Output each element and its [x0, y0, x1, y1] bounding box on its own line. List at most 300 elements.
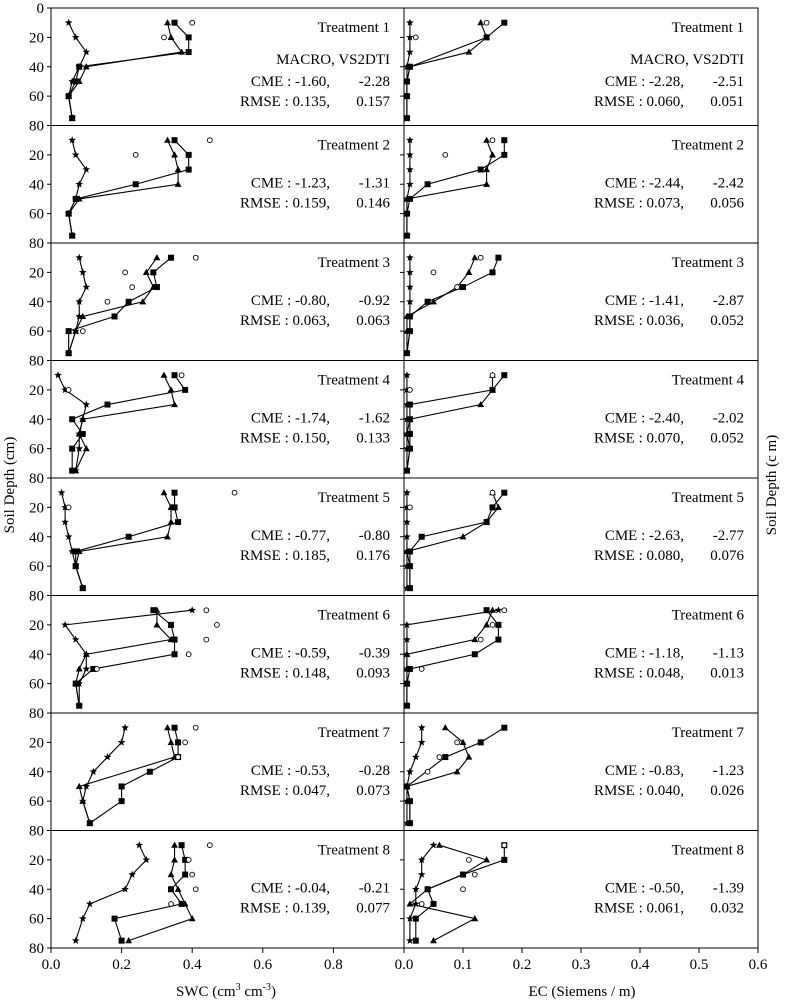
data-point-measured [437, 755, 442, 760]
data-point-square [172, 137, 178, 143]
data-point-square [186, 49, 192, 55]
rmse-value-2: 0.077 [356, 900, 390, 917]
data-point-triangle [483, 137, 490, 143]
data-point-measured [425, 769, 430, 774]
y-tick-label: 60 [29, 676, 44, 693]
data-point-square [69, 416, 75, 422]
cme-value-2: -0.92 [358, 293, 390, 309]
data-point-triangle [168, 34, 175, 40]
data-point-star [495, 606, 503, 613]
rmse-value-2: 0.051 [710, 94, 744, 110]
panel-swc-5 [29, 478, 404, 605]
data-point-star [83, 283, 91, 290]
rmse-value-2: 0.076 [710, 548, 744, 564]
rmse-value-1: RMSE : 0.036, [593, 313, 684, 329]
data-point-square [182, 387, 188, 393]
y-tick-label: 40 [29, 882, 44, 899]
cme-value-2: -0.80 [358, 528, 390, 544]
rmse-value-2: 0.146 [356, 195, 390, 212]
series-line-triangle [407, 258, 475, 353]
data-point-measured [130, 285, 135, 290]
cme-value-2: -1.13 [712, 645, 744, 662]
rmse-value-2: 0.133 [356, 430, 390, 447]
cme-value-1: CME : -2.63, [604, 528, 684, 544]
y-tick-label: 80 [29, 706, 44, 722]
data-point-triangle [442, 724, 449, 730]
y-axis-label-right: Soil Depth (c m) [764, 434, 780, 536]
cme-value-1: CME : -2.40, [604, 410, 684, 427]
y-tick-label: 60 [29, 89, 44, 106]
series-line-triangle [76, 493, 171, 588]
y-tick-label: 40 [29, 59, 44, 76]
rmse-value-1: RMSE : 0.061, [593, 900, 684, 917]
series-line-square [407, 140, 504, 235]
data-point-measured [66, 387, 71, 392]
cme-value-1: CME : -0.53, [250, 763, 330, 779]
cme-value-1: CME : -0.80, [250, 293, 330, 309]
cme-value-1: CME : -1.41, [604, 293, 684, 309]
data-point-star [406, 937, 414, 944]
data-point-triangle [495, 504, 502, 510]
data-point-star [135, 841, 143, 848]
y-tick-label: 20 [29, 500, 44, 517]
x-tick-label: 0.2 [512, 957, 532, 973]
rmse-value-1: RMSE : 0.159, [239, 195, 330, 212]
data-point-measured [80, 329, 85, 334]
data-point-square [460, 284, 466, 290]
data-point-square [495, 637, 501, 643]
y-tick-label: 40 [29, 412, 44, 429]
data-point-triangle [83, 445, 90, 451]
data-point-measured [179, 373, 184, 378]
series-line-star [76, 845, 147, 940]
data-point-square [104, 402, 110, 408]
data-point-measured [66, 505, 71, 510]
data-point-triangle [175, 886, 182, 892]
swc-axis-label-end: ) [271, 984, 276, 1000]
data-point-triangle [430, 298, 437, 304]
y-tick-label: 60 [29, 794, 44, 811]
cme-value-1: CME : -0.04, [250, 880, 330, 897]
treatment-title: Treatment 3 [317, 255, 390, 271]
data-point-measured [443, 152, 448, 157]
rmse-value-1: RMSE : 0.073, [593, 195, 684, 212]
cme-value-2: -1.39 [712, 880, 744, 897]
series-line-triangle [407, 375, 493, 470]
cme-value-2: -2.42 [712, 175, 744, 192]
rmse-value-2: 0.056 [710, 195, 744, 212]
panel-swc-8 [29, 831, 404, 958]
x-tick-label: 0.0 [394, 957, 414, 973]
data-point-square [413, 938, 419, 944]
panel-ec-7 [400, 713, 758, 831]
model-header: MACRO, VS2DTI [276, 52, 390, 68]
swc-axis-label-sup1: 3 [235, 982, 241, 993]
data-point-square [413, 916, 419, 922]
data-point-triangle [483, 181, 490, 187]
rmse-value-1: RMSE : 0.048, [593, 665, 684, 682]
cme-value-1: CME : -0.77, [250, 528, 330, 544]
cme-value-2: -1.62 [358, 410, 390, 427]
treatment-title: Treatment 7 [671, 725, 744, 741]
data-point-triangle [164, 19, 171, 25]
treatment-title: Treatment 5 [317, 490, 390, 506]
data-point-measured [490, 622, 495, 627]
data-point-measured [183, 740, 188, 745]
data-point-square [501, 137, 507, 143]
data-point-triangle [164, 533, 171, 539]
y-tick-label: 20 [29, 852, 44, 869]
y-tick-label: 20 [29, 30, 44, 47]
x-tick-label: 0.2 [112, 957, 131, 973]
data-point-square [186, 167, 192, 173]
data-point-measured [207, 843, 212, 848]
treatment-title: Treatment 7 [317, 725, 390, 741]
cme-value-1: CME : -1.23, [250, 175, 330, 192]
data-point-measured [478, 637, 483, 642]
y-tick-label: 0 [36, 1, 44, 17]
data-point-square [66, 328, 72, 334]
data-point-triangle [189, 915, 196, 921]
cme-value-1: CME : -1.74, [250, 410, 330, 427]
data-point-measured [193, 725, 198, 730]
y-tick-label: 40 [29, 177, 44, 194]
y-tick-label: 20 [29, 265, 44, 282]
data-point-measured [186, 857, 191, 862]
data-point-triangle [154, 621, 161, 627]
series-line-triangle [69, 140, 178, 235]
data-point-square [119, 938, 125, 944]
series-line-star [83, 728, 125, 823]
data-point-measured [186, 652, 191, 657]
x-tick-label: 0.6 [253, 957, 273, 973]
data-point-square [490, 504, 496, 510]
data-point-measured [502, 843, 507, 848]
data-point-star [86, 900, 94, 907]
data-point-measured [193, 887, 198, 892]
data-point-measured [204, 608, 209, 613]
data-point-square [182, 872, 188, 878]
y-tick-label: 40 [29, 529, 44, 546]
data-point-star [79, 915, 87, 922]
data-point-square [186, 152, 192, 158]
data-point-square [442, 754, 448, 760]
data-point-square [175, 739, 181, 745]
swc-axis-label-mid: cm [240, 984, 263, 1000]
data-point-triangle [175, 181, 182, 187]
panel-grid [29, 1, 768, 973]
cme-value-2: -2.87 [712, 293, 744, 309]
treatment-title: Treatment 4 [317, 372, 390, 389]
data-point-triangle [154, 254, 161, 260]
data-point-measured [478, 255, 483, 260]
data-point-triangle [164, 137, 171, 143]
panel-swc-7 [29, 713, 404, 840]
data-point-triangle [466, 269, 473, 275]
data-point-measured [419, 667, 424, 672]
cme-value-2: -0.39 [358, 645, 390, 662]
data-point-square [168, 886, 174, 892]
cme-value-2: -0.21 [358, 880, 390, 897]
rmse-value-1: RMSE : 0.150, [239, 430, 330, 447]
data-point-star [83, 665, 91, 672]
treatment-title: Treatment 1 [317, 20, 390, 36]
data-point-measured [232, 490, 237, 495]
series-line-triangle [76, 375, 175, 470]
data-point-square [495, 255, 501, 261]
data-point-triangle [175, 166, 182, 172]
y-tick-label: 80 [29, 471, 44, 487]
data-point-square [431, 901, 437, 907]
panel-ec-6 [400, 596, 758, 714]
data-point-measured [419, 902, 424, 907]
panel-ec-1 [400, 8, 758, 126]
y-axis-label-left: Soil Depth (cm) [2, 436, 18, 534]
y-tick-label: 20 [29, 147, 44, 164]
data-point-square [112, 313, 118, 319]
rmse-value-2: 0.093 [356, 665, 390, 682]
series-line-triangle [407, 140, 493, 235]
data-point-star [418, 871, 426, 878]
data-point-triangle [471, 254, 478, 260]
data-point-measured [176, 755, 181, 760]
series-line-triangle [407, 23, 487, 118]
rmse-value-1: RMSE : 0.139, [239, 900, 330, 917]
data-point-square [179, 842, 185, 848]
panel-ec-2 [400, 126, 758, 244]
series-line-triangle [79, 728, 174, 823]
data-point-star [61, 621, 69, 628]
series-line-square [72, 375, 185, 470]
cme-value-2: -2.28 [358, 74, 390, 90]
data-point-star [54, 371, 62, 378]
data-point-measured [490, 373, 495, 378]
series-line-square [407, 258, 498, 353]
rmse-value-2: 0.176 [356, 548, 390, 564]
y-tick-label: 80 [29, 941, 44, 957]
data-point-square [119, 783, 125, 789]
data-point-square [119, 798, 125, 804]
y-tick-label: 60 [29, 324, 44, 341]
treatment-title: Treatment 5 [671, 490, 744, 506]
data-point-square [126, 299, 132, 305]
data-point-measured [204, 637, 209, 642]
data-point-square [186, 34, 192, 40]
model-header: MACRO, VS2DTI [630, 52, 744, 68]
panel-swc-4 [29, 361, 404, 488]
treatment-title: Treatment 6 [317, 607, 390, 624]
data-point-square [501, 490, 507, 496]
data-point-triangle [168, 386, 175, 392]
data-point-measured [133, 152, 138, 157]
data-point-triangle [483, 621, 490, 627]
y-tick-label: 60 [29, 206, 44, 223]
y-tick-label: 20 [29, 382, 44, 399]
cme-value-1: CME : -1.60, [250, 74, 330, 90]
data-point-measured [455, 285, 460, 290]
data-point-square [172, 725, 178, 731]
y-tick-label: 80 [29, 353, 44, 370]
data-point-measured [94, 667, 99, 672]
data-point-square [126, 534, 132, 540]
data-point-measured [105, 299, 110, 304]
data-point-triangle [430, 937, 437, 943]
y-tick-label: 80 [29, 236, 44, 252]
data-point-triangle [171, 401, 178, 407]
data-point-square [495, 622, 501, 628]
y-tick-label: 60 [29, 911, 44, 928]
rmse-value-1: RMSE : 0.080, [593, 548, 684, 564]
data-point-measured [190, 872, 195, 877]
rmse-value-1: RMSE : 0.040, [593, 783, 684, 799]
treatment-title: Treatment 6 [671, 607, 744, 624]
series-line-square [69, 140, 189, 235]
data-point-measured [502, 608, 507, 613]
x-tick-label: 0.1 [453, 957, 473, 973]
x-tick-label: 0.5 [689, 957, 709, 973]
panel-swc-6 [29, 596, 404, 723]
x-tick-label: 0.0 [41, 957, 61, 973]
data-point-measured [455, 740, 460, 745]
cme-value-2: -1.31 [358, 175, 390, 192]
treatment-title: Treatment 3 [671, 255, 744, 271]
data-point-square [501, 20, 507, 26]
rmse-value-1: RMSE : 0.047, [239, 783, 330, 799]
data-point-measured [408, 505, 413, 510]
treatment-title: Treatment 2 [317, 137, 390, 154]
data-point-star [65, 19, 73, 26]
y-tick-label: 20 [29, 735, 44, 752]
data-point-triangle [171, 856, 178, 862]
panel-ec-4 [400, 361, 758, 479]
data-point-square [168, 622, 174, 628]
data-point-triangle [477, 19, 484, 25]
data-point-measured [190, 20, 195, 25]
rmse-value-2: 0.026 [710, 783, 744, 799]
treatment-title: Treatment 1 [671, 20, 744, 36]
x-tick-label: 0.4 [182, 957, 202, 973]
data-point-square [112, 916, 118, 922]
y-tick-label: 80 [29, 588, 44, 605]
swc-axis-label-main: SWC (cm [176, 984, 236, 1000]
y-tick-label: 60 [29, 441, 44, 458]
data-point-measured [431, 270, 436, 275]
data-point-square [478, 167, 484, 173]
data-point-square [501, 152, 507, 158]
treatment-title: Treatment 4 [671, 372, 744, 389]
cme-value-2: -2.51 [712, 74, 744, 90]
data-point-star [412, 753, 420, 760]
data-point-star [121, 885, 129, 892]
series-line-triangle [407, 493, 498, 588]
data-point-measured [490, 490, 495, 495]
series-line-triangle [407, 610, 493, 705]
panel-swc-3 [29, 243, 404, 370]
panel-ec-3 [400, 243, 758, 361]
cme-value-1: CME : -2.44, [604, 175, 684, 192]
data-point-measured [490, 138, 495, 143]
data-point-star [72, 937, 80, 944]
data-point-square [472, 651, 478, 657]
series-line-square [90, 728, 178, 823]
swc-axis-label [176, 982, 276, 1000]
data-point-measured [472, 872, 477, 877]
rmse-value-2: 0.052 [710, 430, 744, 447]
y-tick-label: 60 [29, 559, 44, 576]
data-point-measured [169, 902, 174, 907]
data-point-measured [461, 887, 466, 892]
data-point-square [168, 255, 174, 261]
data-point-measured [162, 35, 167, 40]
data-point-triangle [460, 533, 467, 539]
series-line-square [407, 610, 498, 705]
data-point-triangle [436, 842, 443, 848]
panel-swc-2 [29, 126, 404, 253]
rmse-value-1: RMSE : 0.135, [239, 94, 330, 110]
y-tick-label: 80 [29, 823, 44, 840]
data-point-measured [408, 387, 413, 392]
cme-value-2: -0.28 [358, 763, 390, 779]
data-point-measured [467, 857, 472, 862]
rmse-value-2: 0.063 [356, 313, 390, 329]
data-point-triangle [171, 151, 178, 157]
data-point-square [172, 490, 178, 496]
data-point-star [72, 151, 80, 158]
data-point-square [490, 269, 496, 275]
data-point-triangle [164, 724, 171, 730]
data-point-measured [123, 270, 128, 275]
data-point-square [172, 20, 178, 26]
data-point-triangle [168, 871, 175, 877]
swc-axis-label-sup2: -3 [262, 982, 271, 993]
y-tick-label: 20 [29, 617, 44, 634]
ec-axis-label: EC (Siemens / m) [528, 984, 636, 1000]
x-tick-label: 0.6 [748, 957, 768, 973]
data-point-triangle [161, 372, 168, 378]
data-point-square [147, 769, 153, 775]
data-point-triangle [489, 151, 496, 157]
data-point-square [419, 534, 425, 540]
treatment-title: Treatment 8 [671, 842, 744, 859]
series-line-square [76, 493, 178, 588]
data-point-measured [215, 622, 220, 627]
rmse-value-1: RMSE : 0.063, [239, 313, 330, 329]
rmse-value-2: 0.073 [356, 783, 390, 799]
cme-value-1: CME : -1.18, [604, 645, 684, 662]
cme-value-1: CME : -0.50, [604, 880, 684, 897]
panel-ec-5 [400, 478, 758, 596]
data-point-square [69, 446, 75, 452]
rmse-value-2: 0.032 [710, 900, 744, 917]
rmse-value-2: 0.157 [356, 94, 390, 110]
y-tick-label: 40 [29, 647, 44, 664]
panel-swc-1 [29, 1, 404, 135]
rmse-value-2: 0.052 [710, 313, 744, 329]
cme-value-1: CME : -0.83, [604, 763, 684, 779]
data-point-square [133, 181, 139, 187]
treatment-title: Treatment 2 [671, 137, 744, 154]
data-point-square [425, 181, 431, 187]
data-point-square [175, 519, 181, 525]
y-tick-label: 40 [29, 764, 44, 781]
data-point-square [150, 269, 156, 275]
data-point-square [501, 372, 507, 378]
cme-value-2: -2.77 [712, 528, 744, 544]
y-tick-label: 80 [29, 118, 44, 135]
series-line-square [76, 610, 175, 705]
data-point-measured [207, 138, 212, 143]
cme-value-1: CME : -0.59, [250, 645, 330, 662]
